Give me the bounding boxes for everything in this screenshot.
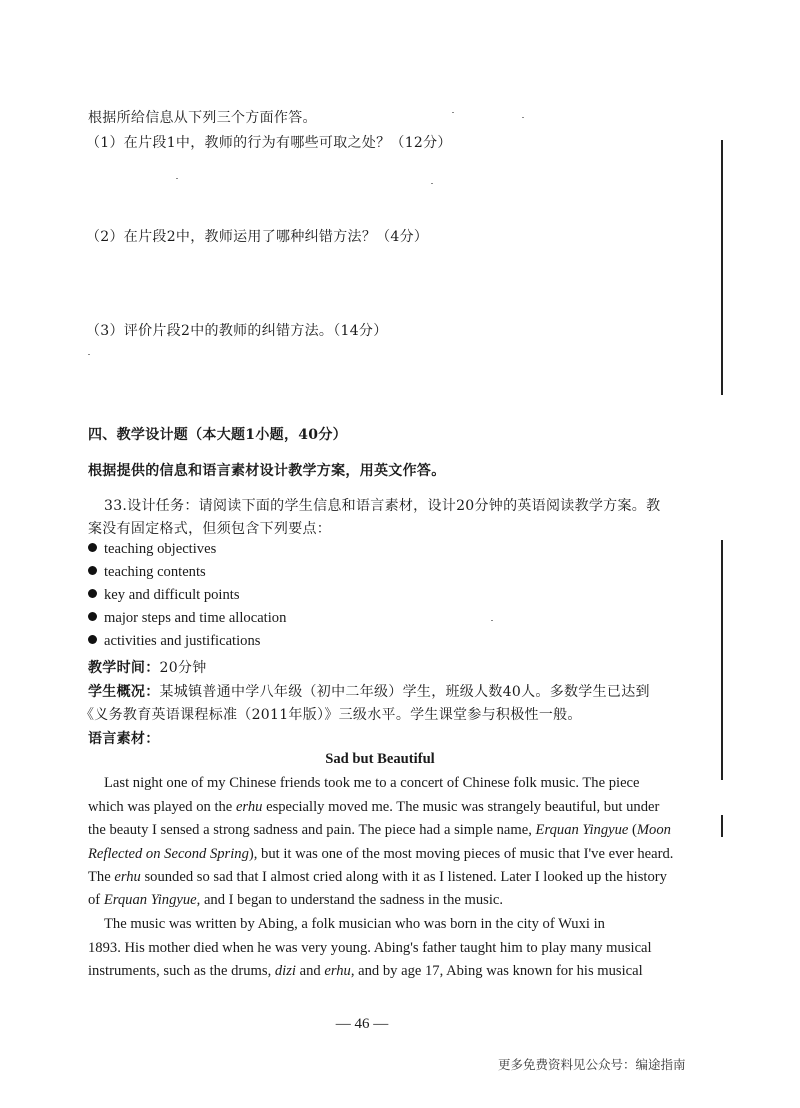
scan-speck [88,354,90,355]
footer-note: 更多免费资料见公众号：编途指南 [498,1057,686,1072]
section-title: 四、教学设计题（本大题1小题，40分） [88,427,347,443]
passage-line: The music was written by Abing, a folk musician who was born in the city of Wuxi in [104,916,605,932]
teaching-time-label: 教学时间： [88,660,160,676]
passage-line: Reflected on Second Spring), but it was one of the most moving pieces of music that I've ever heard. [88,846,674,862]
bullet-item: activities and justifications [88,633,260,650]
section-instruction: 根据提供的信息和语言素材设计教学方案，用英文作答。 [88,463,446,479]
student-profile-label: 学生概况： [88,684,160,700]
teaching-time [88,657,207,677]
bullet-icon [88,589,97,598]
instructions: 根据所给信息从下列三个方面作答。 [88,110,317,126]
student-profile: 学生概况：某城镇普通中学八年级（初中二年级）学生，班级人数40人。多数学生已达到 [88,684,650,700]
passage-line: of Erquan Yingyue, and I began to understand the sadness in the music. [88,892,504,908]
passage-line: instruments, such as the drums, dizi and erhu, and by age 17, Abing was known for his musical [88,963,643,979]
passage-line: The erhu sounded so sad that I almost cried along with it as I listened. Later I looked up the history [88,869,667,885]
bullet-item: teaching objectives [88,541,216,558]
bullet-icon [88,566,97,575]
bullet-icon [88,635,97,644]
question-1: （1）在片段1中，教师的行为有哪些可取之处？（12分） [86,135,452,151]
student-profile-cont: 《义务教育英语课程标准（2011年版）》三级水平。学生课堂参与积极性一般。 [80,707,582,723]
task-line-2: 案没有固定格式，但须包含下列要点： [88,521,332,537]
material-label: 语言素材： [88,731,160,747]
scan-speck [431,183,433,184]
passage-line: Last night one of my Chinese friends took me to a concert of Chinese folk music. The piece [104,775,640,791]
scan-speck [176,178,178,179]
passage-line: the beauty I sensed a strong sadness and pain. The piece had a simple name, Erquan Yingyue (Moon [88,822,671,838]
bullet-item: teaching contents [88,564,206,581]
task-line-1: 33.设计任务：请阅读下面的学生信息和语言素材，设计20分钟的英语阅读教学方案。教 [104,498,661,514]
bullet-item: key and difficult points [88,587,240,604]
question-2: （2）在片段2中，教师运用了哪种纠错方法？（4分） [86,229,429,245]
question-3: （3）评价片段2中的教师的纠错方法。（14分） [86,323,388,339]
scan-edge-mark [721,815,723,837]
bullet-icon [88,543,97,552]
passage-line: which was played on the erhu especially moved me. The music was strangely beautiful, but under [88,799,660,815]
scan-edge-mark [721,540,723,780]
bullet-item: major steps and time allocation [88,610,286,627]
page-number: — 46 — [335,1016,389,1032]
scan-speck [522,117,524,118]
scan-speck [491,620,493,621]
passage-title: Sad but Beautiful [325,751,435,767]
teaching-time-value: 20分钟 [159,660,207,676]
passage-line: 1893. His mother died when he was very young. Abing's father taught him to play many musical [88,940,652,956]
bullet-icon [88,612,97,621]
scan-speck [452,112,454,113]
scan-edge-mark [721,140,723,395]
